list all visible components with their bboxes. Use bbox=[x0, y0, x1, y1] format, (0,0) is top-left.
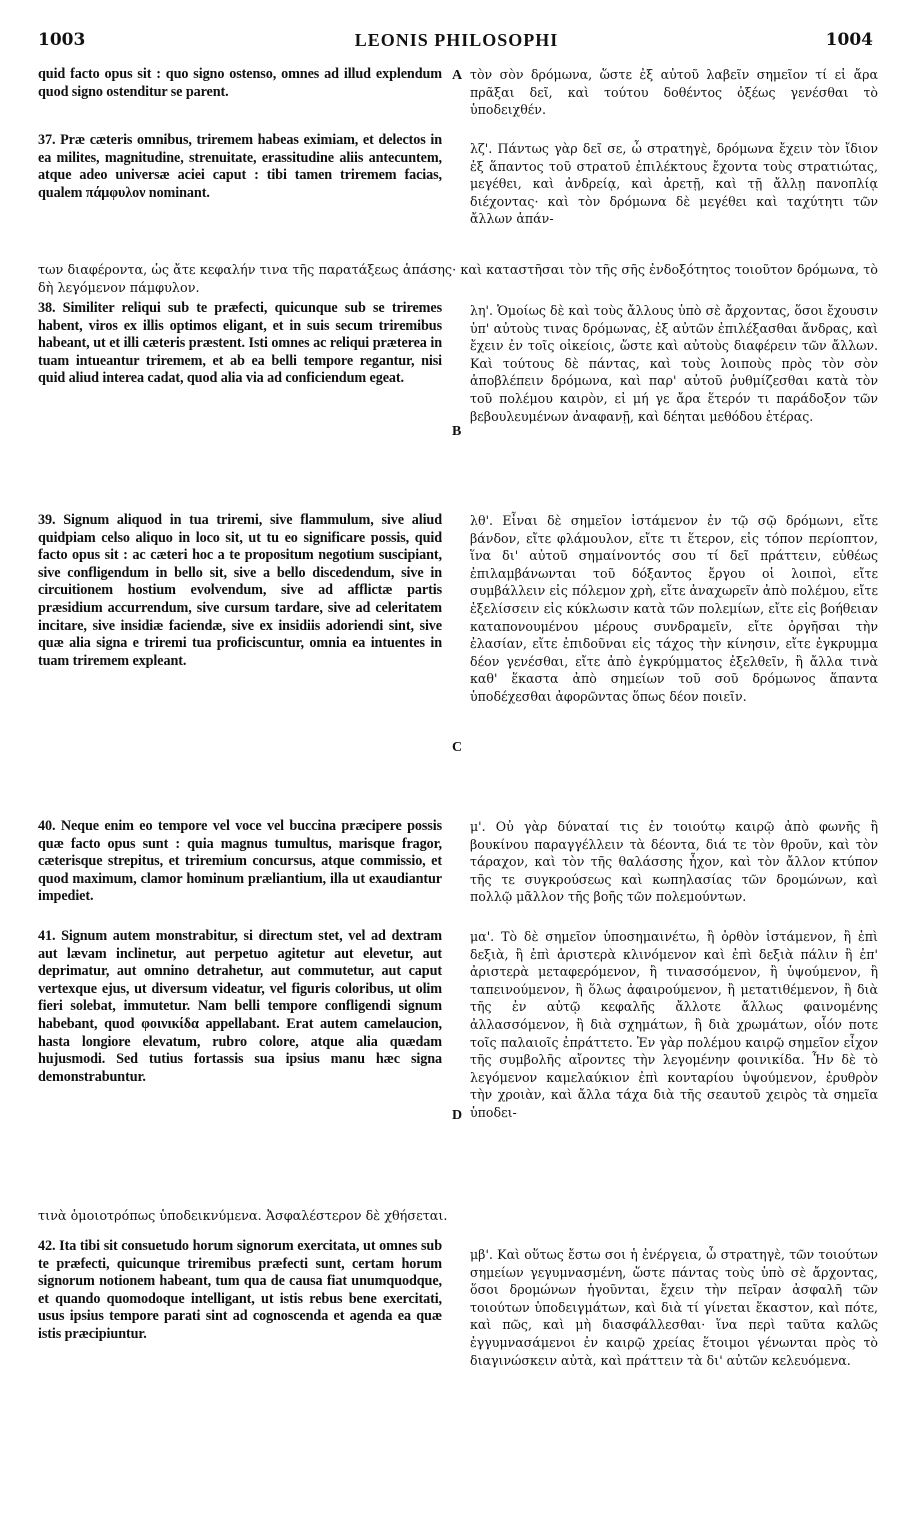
latin-para-40: 40. Neque enim eo tempore vel voce vel buccina præcipere possis quæ facto opus sunt : quia magnus tumultus, marisque fragor, cæterisque strepitus, et triremium concursus, atque commissio, et quod maximum, clamor hominum præliantium, illa ut exaudiantur impediet. bbox=[38, 818, 442, 905]
latin-para-38: 38. Similiter reliqui sub te præfecti, quicunque sub se triremes habent, viros ex illis optimos eligant, et in suis secum triremibus habeant, ut et illi cæteris præstent. Isti omnes ac reliqui præterea in tuam intueantur triremem, et ab ea belli tempore regantur, nisi quid aliud interea cadat, quod alia via ad conficiendum egeat. bbox=[38, 300, 442, 387]
greek-para-38: λη'. Ὁμοίως δὲ καὶ τοὺς ἄλλους ὑπὸ σὲ ἄρχοντας, ὅσοι ἔχουσιν ὑπ' αὐτοὺς τινας δρόμωνας, ἐξ αὐτῶν ἐπιλέξασθαι ἄνδρας, καὶ ἔχειν ἐν τοῖς οἰκείοις, ὥστε καὶ αὐτοὺς διαφέρειν τῶν ἄλλων. Καὶ τούτους δὲ πάντας, καὶ τοὺς λοιποὺς πρὸς τὸν σὸν ἀποβλέπειν δρόμωνα, καὶ παρ' αὐτοῦ ῥυθμίζεσθαι κατὰ τὸν τοῦ πολέμου καιρὸν, εἰ μή γε ἄρα ἕτερόν τι παράδοξον τῶν βεβουλευμένων ἀναφανῇ, καὶ δέηται μεθόδου ἑτέρας. bbox=[470, 303, 878, 424]
greek-para-40: μ'. Οὐ γὰρ δύναταί τις ἐν τοιούτῳ καιρῷ ἀπὸ φωνῆς ἢ βουκίνου παραγγέλλειν τὰ δέοντα, διά τε τὸν θρoῦν, καὶ τὸν τάραχον, καὶ τὸν τῆς θαλάσσης ἦχον, καὶ τὸν ἄλλον κτύπον τῆς τε συγκρούσεως καὶ κωπηλασίας τῶν δρομώνων, καὶ πολλῷ μᾶλλον τῆς βοῆς τῶν πολεμούντων. bbox=[470, 819, 878, 905]
margin-marker-d: D bbox=[452, 1108, 463, 1123]
greek-span-37: των διαφέροντα, ὡς ἄτε κεφαλήν τινα τῆς παρατάξεως ἁπάσης· καὶ καταστῆσαι τὸν τῆς σῆς ἐνδοξότητος τοιοῦτον δρόμωνα, τὸ δὴ λεγόμενον πάμφυλον. bbox=[38, 263, 878, 296]
latin-para-39: 39. Signum aliquod in tua triremi, sive flammulum, sive aliud quidpiam celso aliquo in loco sit, ut tu eo significare possis, quid facto opus sit : ac cæteri hoc a te propositum negotium suscipiant, sive confligendum in bello sit, sive a bello discedendum, sive in circuitionem hostium evolvendum, sive ad afflictæ partis præsidium accurrendum, sive cursum tardare, sive ad celeritatem incitare, sive insidiæ faciendæ, sive ex insidiis adoriendi sint, sive quæ alia signa e triremi tua proficiscuntur, omnia ea intuentes in tuam triremem expleant. bbox=[38, 512, 442, 669]
page-number-right: 1004 bbox=[825, 30, 873, 50]
latin-para-42: 42. Ita tibi sit consuetudo horum signorum exercitata, ut omnes sub te præfecti, quicunque triremibus præfecti sunt, certam horum signorum notionem habeant, tum qua de causa fiat unumquodque, et quando quomodoque intelligant, ut istis rebus bene exercitati, usus ipsius tempore parati sint ad cognoscenda et agenda ea quæ istis præcipiuntur. bbox=[38, 1238, 442, 1342]
latin-para-41: 41. Signum autem monstrabitur, si directum stet, vel ad dextram aut lævam inclinetur, aut perpetuo agitetur aut elevetur, aut deprimatur, aut omnino detrahetur, aut commutetur, aut caput vertexque ejus, ut diversum videatur, vel figuris coloribus, ut olim fieri solebat, immutetur. Nam belli tempore confligendi signum habebant, quod φοινικίδα appellabant. Erat autem camelaucion, hasta longiore elevatum, rubro colore, atque alia quædam hujusmodi. Sed tutius fortassis sua ipsius manu hæc signa demonstrabuntur. bbox=[38, 928, 442, 1085]
greek-para-41: μα'. Τὸ δὲ σημεῖον ὑποσημαινέτω, ἢ ὀρθὸν ἱστάμενον, ἢ ἐπὶ δεξιὰ, ἢ ἐπὶ ἀριστερὰ κλινόμενον καὶ ἐπὶ δεξιὰ πάλιν ἢ ἐπ' ἀριστερὰ μεταφερόμενον, ἢ τινασσόμενον, ἢ ὑψούμενον, ἢ ταπεινούμενον, ἢ ὅλως ἀφαιρούμενον, ἢ μετατιθέμενον, ἢ διὰ τῆς ἐν αὐτῷ κεφαλῆς ἄλλοτε ἄλλως φαινομένης ἀλλασσόμενον, ἢ διὰ σχημάτων, ἢ διὰ χρωμάτων, οἷόν ποτε τοῖς παλαιοῖς ἐπράττετο. Ἐν γὰρ πολέμου καιρῷ σημεῖον εἶχον τῆς συμβολῆς αἴροντες τὴν λεγομένην φοινικίδα. Ἦν δὲ τὸ λεγόμενον καμελαύκιον ἐπὶ κονταρίου ὑψούμενον, ἐρυθρὸν τὴν χροιὰν, καὶ ἄλλα τάχα διὰ τῆς σεαυτοῦ χειρὸς τὰ σημεῖα ὑποδει- bbox=[470, 929, 878, 1120]
latin-para-37: 37. Præ cæteris omnibus, triremem habeas eximiam, et delectos in ea milites, magnitudine, strenuitate, erassitudine aliis antecuntem, atque adeo universæ aciei caput : tibi tamen triremem facias, qualem πάμφυλον nominant. bbox=[38, 132, 442, 201]
margin-marker-a: A bbox=[452, 68, 463, 83]
latin-para-0: quid facto opus sit : quo signo ostenso, omnes ad illud explendum quod signo ostenditur se parent. bbox=[38, 66, 442, 100]
greek-para-39: λθ'. Εἶναι δὲ σημεῖον ἱστάμενον ἐν τῷ σῷ δρόμωνι, εἴτε βάνδον, εἴτε φλάμουλον, εἴτε τι ἕτερον, εἰς τόπον περίοπτον, ἵνα δι' αὐτοῦ σημαίνοντός σου τί δεῖ πράττειν, εὐθέως ἐπιλαμβάνωνται τοῦ δόξαντος ἔργου οἱ λοιποὶ, εἴτε συμβάλλειν εἰς πόλεμον χρὴ, εἴτε ἀναχωρεῖν ἀπὸ πολέμου, εἴτε ἐξελίσσειν εἰς κύκλωσιν κατὰ τῶν πολεμίων, εἴτε εἰς βοήθειαν καταπονουμένου μέρους συνδραμεῖν, εἴτε ὀργῆσαι τὴν ἐλασίαν, εἴτε ἐπιδοῦναι εἰς τάχος τὴν κίνησιν, εἴτε ἐγκρυμμα δέον γενέσθαι, εἴτε ἀπὸ ἐγκρύμματος ἐξελθεῖν, ἢ ἄλλα τινὰ καθ' ἕκαστα ἀπὸ σημείων τοῦ σοῦ δρόμωνος ἅπαντα ὑποδέχεσθαι ἀφορῶντας ὅπως δέον ποιεῖν. bbox=[470, 513, 878, 704]
running-title: LEONIS PHILOSOPHI bbox=[354, 30, 559, 50]
margin-marker-b: B bbox=[452, 424, 462, 439]
greek-para-37: λζ'. Πάντως γὰρ δεῖ σε, ὦ στρατηγὲ, δρόμωνα ἔχειν τὸν ἴδιον ἐξ ἅπαντος τοῦ στρατοῦ ἐπιλέκτους ἔχοντα τοὺς στρατιώτας, μεγέθει, καὶ ἀνδρείᾳ, καὶ ἀρετῇ, καὶ τῇ ἄλλῃ πανοπλίᾳ διέχοντας· καὶ τὸν δρόμωνα δὲ μεγέθει καὶ ταχύτητι τῶν ἄλλων ἀπάν- bbox=[470, 141, 878, 227]
greek-span-41: τινὰ ὁμοιοτρόπως ὑποδεικνύμενα. Ἀσφαλέστερον δὲ χθήσεται. bbox=[38, 1209, 448, 1224]
greek-para-0: τὸν σὸν δρόμωνα, ὥστε ἐξ αὐτοῦ λαβεῖν σημεῖον τί εἰ ἄρα πρᾶξαι δεῖ, καὶ τούτου δοθέντος ὀξέως γενέσθαι τὸ ὑποδειχθέν. bbox=[470, 67, 878, 118]
page-number-left: 1003 bbox=[38, 30, 86, 50]
margin-marker-c: C bbox=[452, 740, 463, 755]
greek-para-42: μβ'. Καὶ οὕτως ἔστω σοι ἡ ἐνέργεια, ὦ στρατηγὲ, τῶν τοιούτων σημείων γεγυμνασμένη, ὥστε πάντας τοὺς ὑπὸ σὲ ἄρχοντας, ὅσοι δρομώνων ἡγοῦνται, ἔχειν τὴν πεῖραν ἀσφαλῆ τῶν τοιούτων ὑποδειγμάτων, καὶ διὰ τί γίνεται ἕκαστον, καὶ πότε, καὶ πῶς, καὶ μὴ διασφάλλεσθαι· ἵνα περὶ ταῦτα καλῶς ἐγγυμνασάμενοι ἐν καιρῷ χρείας ἕτοιμοι γένωνται πρὸς τὸ διαγινώσκειν αὐτὰ, καὶ πράττειν τὰ δι' αὐτῶν κελευόμενα. bbox=[470, 1247, 878, 1368]
